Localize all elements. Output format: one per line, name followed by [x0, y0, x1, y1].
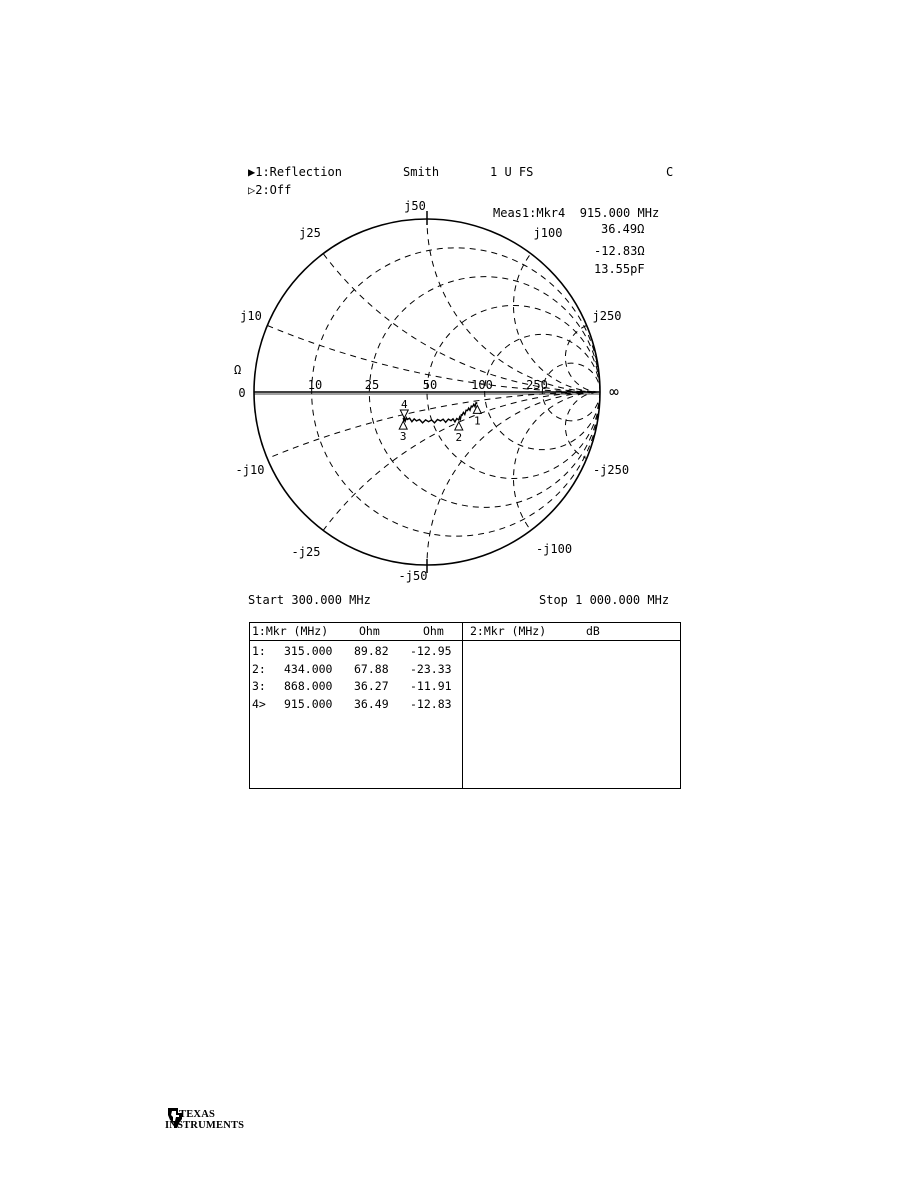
marker-row-2-col-4: -23.33 — [410, 661, 452, 676]
real-axis-label-10: 10 — [307, 378, 323, 392]
real-axis-label-250: 250 — [526, 378, 548, 392]
reactance-label-neg-j25: -j25 — [291, 545, 321, 559]
format-label: Smith — [403, 165, 440, 179]
marker-4-label: 4 — [400, 398, 408, 412]
marker-table-trace1-header — [250, 623, 462, 641]
marker-3-label: 3 — [399, 430, 407, 444]
reactance-label-neg-j10: -j10 — [235, 463, 265, 477]
header-mkr-2: 2:Mkr (MHz) — [470, 624, 547, 638]
trace2-label: 2:Off — [255, 183, 292, 197]
marker-row-3-col-1: 3: — [252, 679, 266, 693]
reactance-arc-10 — [0, 0, 918, 392]
marker-2 — [455, 422, 463, 444]
corner-label: C — [666, 165, 674, 179]
marker-readout-capacitance: 13.55pF — [594, 262, 645, 276]
header-resistance: Ohm — [359, 624, 380, 638]
marker-1 — [473, 405, 481, 427]
marker-row-2-col-3: 67.88 — [354, 661, 389, 676]
marker-3-symbol — [399, 421, 407, 429]
marker-readout-reactance: -12.83Ω — [594, 244, 645, 258]
marker-row-1-col-4: -12.95 — [410, 644, 452, 658]
reactance-label-j50: j50 — [404, 199, 426, 213]
marker-row-4-col-2: 915.000 — [284, 696, 333, 711]
reactance-label-j10: j10 — [240, 309, 262, 323]
real-axis-label-inf: ∞ — [609, 382, 619, 401]
marker-row-3-col-3: 36.27 — [354, 679, 389, 693]
marker-1-label: 1 — [474, 414, 481, 428]
marker-row-4-col-3: 36.49 — [354, 696, 389, 711]
reactance-label-j100: j100 — [533, 226, 563, 240]
trace2-indicator — [248, 183, 291, 197]
marker-4-symbol — [400, 410, 408, 418]
reflection-trace — [403, 403, 477, 423]
real-axis-label-50: 50 — [422, 378, 438, 392]
marker-readout-resistance: 36.49Ω — [601, 222, 645, 236]
sweep-stop: Stop 1 000.000 MHz — [539, 593, 670, 607]
marker-table — [249, 622, 681, 789]
marker-row-2-col-2: 434.000 — [284, 661, 333, 676]
reactance-label-neg-j50: -j50 — [398, 569, 428, 583]
marker-row-1-col-1: 1: — [252, 644, 266, 658]
real-axis-label-25: 25 — [364, 378, 380, 392]
marker-row-4-col-1: 4> — [252, 696, 266, 711]
header-db: dB — [586, 624, 600, 638]
logo-line1: TEXAS — [179, 1109, 216, 1120]
trace1-label: 1:Reflection — [255, 165, 342, 179]
marker-row-3-col-2: 868.000 — [284, 679, 333, 693]
reactance-arc-neg-100 — [514, 392, 687, 565]
marker-table-trace2-header — [462, 623, 680, 641]
trace1-indicator — [248, 165, 342, 179]
marker-3 — [399, 421, 407, 443]
marker-readout-title: Meas1:Mkr4 915.000 MHz — [493, 206, 660, 220]
marker-row-4-col-4: -12.83 — [410, 696, 452, 711]
trace1-marker-icon: ▶ — [248, 165, 256, 179]
marker-row-3-col-4: -11.91 — [410, 679, 452, 693]
reactance-label-j250: j250 — [592, 309, 622, 323]
marker-row-2-col-1: 2: — [252, 661, 266, 676]
header-reactance: Ohm — [423, 624, 444, 638]
reactance-label-j25: j25 — [299, 226, 321, 240]
marker-table-trace2 — [462, 623, 680, 788]
header-mkr: 1:Mkr (MHz) — [252, 624, 329, 638]
logo-line2: INSTRUMENTS — [165, 1120, 245, 1131]
reactance-arc-25 — [254, 0, 918, 392]
reactance-arc-neg-10 — [0, 392, 918, 1188]
reactance-label-neg-j250: -j250 — [592, 463, 630, 477]
real-axis-label-0: 0 — [238, 386, 246, 400]
trace-group — [403, 403, 477, 423]
texas-instruments-logo — [165, 1106, 245, 1132]
smith-frame — [254, 211, 600, 573]
marker-table-trace1 — [250, 623, 463, 788]
trace2-marker-icon: ▷ — [248, 183, 256, 197]
impedance-unit-label: Ω — [234, 363, 242, 377]
marker-row-1-col-3: 89.82 — [354, 644, 389, 658]
marker-2-label: 2 — [455, 430, 463, 444]
marker-2-symbol — [455, 422, 463, 430]
marker-row-1-col-2: 315.000 — [284, 644, 333, 658]
reactance-label-neg-j100: -j100 — [535, 542, 573, 556]
scale-label: 1 U FS — [490, 165, 534, 179]
real-axis-label-100: 100 — [471, 378, 493, 392]
sweep-start: Start 300.000 MHz — [248, 593, 371, 607]
